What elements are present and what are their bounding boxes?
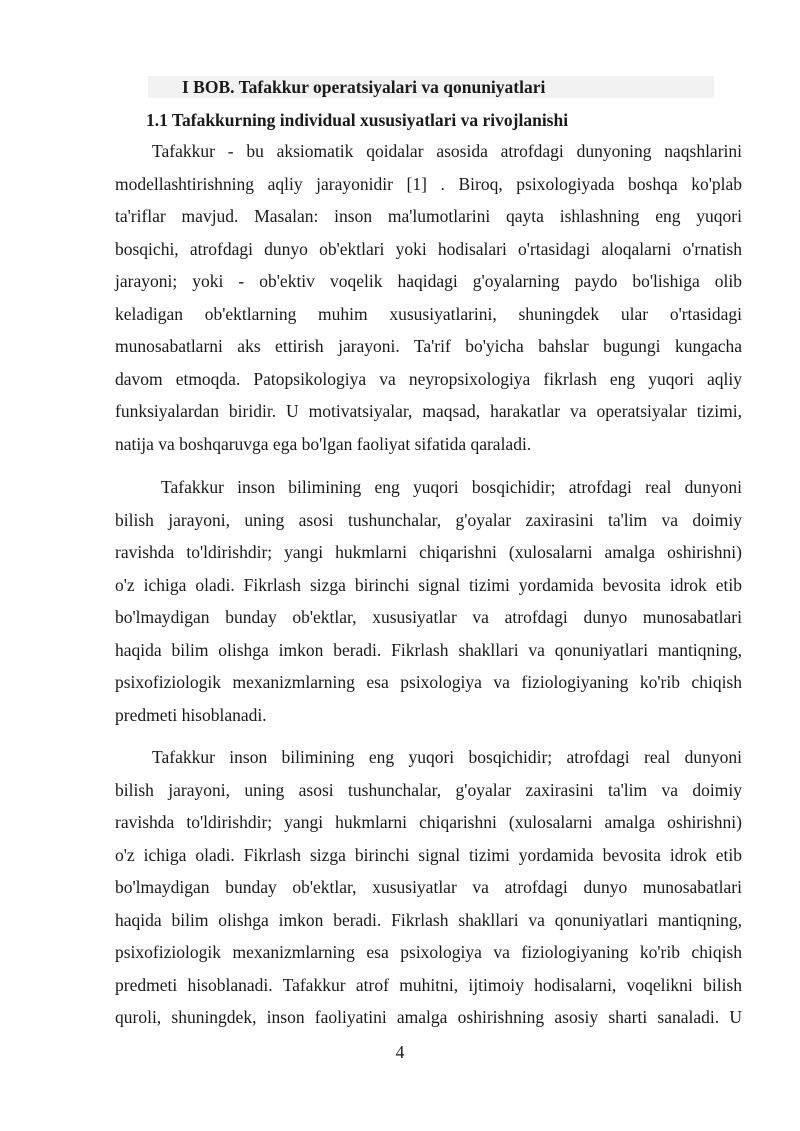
- paragraph-line: quroli, shuningdek, inson faoliyatini amalga oshirishning asosiy sharti sanaladi. U: [115, 1007, 742, 1027]
- paragraph-3: [115, 741, 742, 1034]
- paragraph-line: bosqichi, atrofdagi dunyo ob'ektlari yoki hodisalari o'rtasidagi aloqalarni o'rnatish: [115, 238, 742, 259]
- paragraph-line: ravishda to'ldirishdir; yangi hukmlarni chiqarishni (xulosalarni amalga oshirishni): [115, 812, 742, 832]
- paragraph-line: Tafakkur - bu aksiomatik qoidalar asosida atrofdagi dunyoning naqshlarini: [152, 141, 742, 161]
- paragraph-line: bilish jarayoni, uning asosi tushunchalar, g'oyalar zaxirasini ta'lim va doimiy: [115, 779, 742, 800]
- page-number: 4: [395, 1042, 405, 1062]
- paragraph-line: haqida bilim olishga imkon beradi. Fikrlash shakllari va qonuniyatlari mantiqning,: [115, 909, 742, 930]
- paragraph-line: keladigan ob'ektlarning muhim xususiyatlarini, shuningdek ular o'rtasidagi: [115, 303, 742, 324]
- chapter-title: I BOB. Tafakkur operatsiyalari va qonuniyatlari: [148, 76, 714, 98]
- section-title: 1.1 Tafakkurning individual xususiyatlari va rivojlanishi: [146, 110, 569, 130]
- paragraph-line: predmeti hisoblanadi.: [115, 704, 267, 725]
- paragraph-line: modellashtirishning aqliy jarayonidir [1] . Biroq, psixologiyada boshqa ko'plab: [115, 173, 742, 194]
- paragraph-line: bo'lmaydigan bunday ob'ektlar, xususiyatlar va atrofdagi dunyo munosabatlari: [115, 877, 742, 897]
- paragraph-line: natija va boshqaruvga ega bo'lgan faoliyat sifatida qaraladi.: [115, 433, 532, 454]
- paragraph-line: bilish jarayoni, uning asosi tushunchalar, g'oyalar zaxirasini ta'lim va doimiy: [115, 509, 742, 530]
- paragraph-line: o'z ichiga oladi. Fikrlash sizga birinchi signal tizimi yordamida bevosita idrok etib: [115, 574, 742, 595]
- paragraph-line: predmeti hisoblanadi. Tafakkur atrof muhitni, ijtimoiy hodisalarni, voqelikni bilish: [115, 974, 742, 995]
- paragraph-line: ta'riflar mavjud. Masalan: inson ma'lumotlarini qayta ishlashning eng yuqori: [115, 206, 742, 226]
- paragraph-line: psixofiziologik mexanizmlarning esa psixologiya va fiziologiyaning ko'rib chiqish: [115, 942, 742, 962]
- paragraph-2: [115, 471, 742, 731]
- paragraph-line: davom etmoqda. Patopsikologiya va neyropsixologiya fikrlash eng yuqori aqliy: [115, 368, 742, 389]
- paragraph-line: Tafakkur inson bilimining eng yuqori bosqichidir; atrofdagi real dunyoni: [161, 477, 742, 497]
- paragraph-line: haqida bilim olishga imkon beradi. Fikrlash shakllari va qonuniyatlari mantiqning,: [115, 639, 742, 660]
- paragraph-line: ravishda to'ldirishdir; yangi hukmlarni chiqarishni (xulosalarni amalga oshirishni): [115, 542, 742, 562]
- paragraph-line: funksiyalardan biridir. U motivatsiyalar, maqsad, harakatlar va operatsiyalar tizimi,: [115, 401, 742, 421]
- paragraph-line: bo'lmaydigan bunday ob'ektlar, xususiyatlar va atrofdagi dunyo munosabatlari: [115, 607, 742, 627]
- paragraph-line: Tafakkur inson bilimining eng yuqori bosqichidir; atrofdagi real dunyoni: [152, 747, 742, 767]
- paragraph-line: munosabatlarni aks ettirish jarayoni. Ta'rif bo'yicha bahslar bugungi kungacha: [115, 336, 742, 356]
- paragraph-line: jarayoni; yoki - ob'ektiv voqelik haqidagi g'oyalarning paydo bo'lishiga olib: [115, 271, 742, 291]
- paragraph-1: [115, 135, 742, 460]
- paragraph-line: o'z ichiga oladi. Fikrlash sizga birinchi signal tizimi yordamida bevosita idrok etib: [115, 844, 742, 865]
- paragraph-line: psixofiziologik mexanizmlarning esa psixologiya va fiziologiyaning ko'rib chiqish: [115, 672, 742, 692]
